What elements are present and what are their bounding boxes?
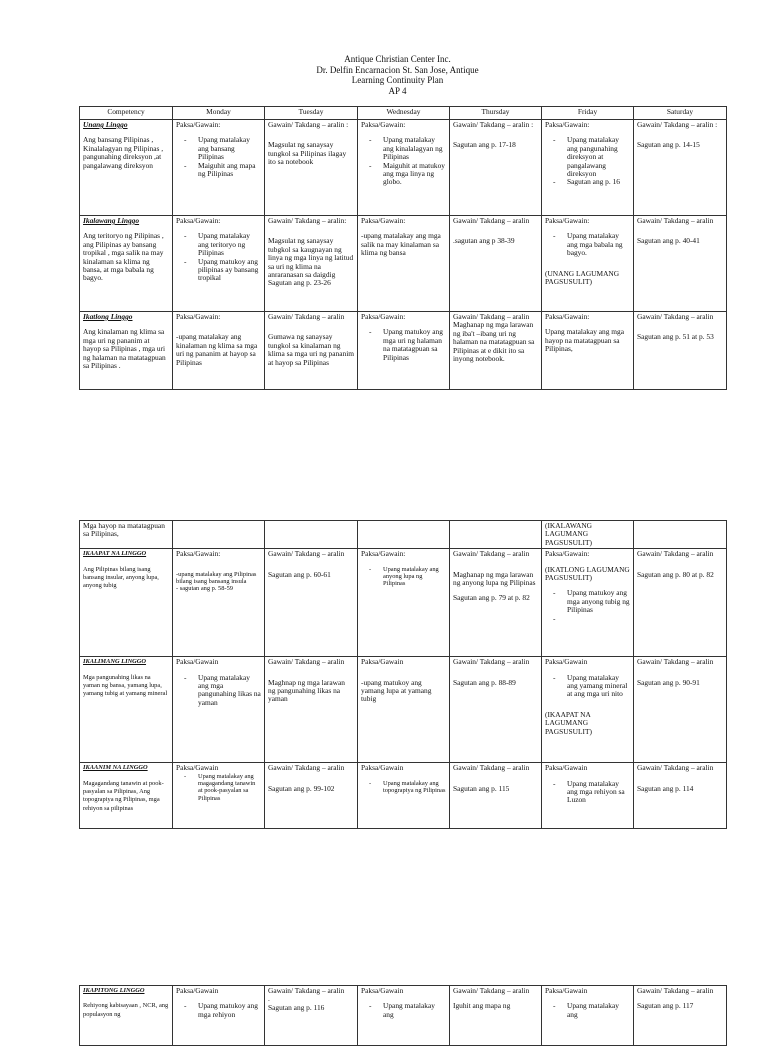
wednesday-cell [358,120,450,216]
cell-text: . [268,994,270,1004]
cell-label: Gawain/ Takdang – aralin [453,657,530,667]
cell-text: Maghnap ng mga larawan ng pangunahing likas na yaman [268,677,345,704]
table-row-week5 [80,657,727,763]
list-item: - Upang matalakay ang [567,1002,630,1019]
competency-text: Ang teritoryo ng Pilipinas , ang Pilipinas ay bansang tropikal , mga salik na may kinalaman sa klima ng bansa, at mga babala ng bagyo. [83,231,164,283]
list-item: - Maiguhit ang mapa ng Pilipinas [198,162,261,179]
exam-note: (IKATLONG LAGUMANG PAGSUSULIT) [545,564,630,583]
list-item: - Upang matalakay ang [383,1002,446,1019]
cell-label: Paksa/Gawain [545,986,588,995]
week-title: Ikatlong Linggo [83,312,133,321]
competency-text: Mga pangunahing likas na yaman ng bansa, yamang lupa, yamang tubig at yamang mineral [83,673,168,698]
wednesday-cell [358,216,450,312]
thursday-cell [450,549,542,657]
competency-cell [80,120,173,216]
list-item: - Upang matalakay ang bansang Pilipinas [198,136,261,161]
tuesday-cell [265,657,358,763]
cell-label: Paksa/Gawain: [545,120,590,129]
saturday-cell [634,312,727,390]
cell-label: Gawain/ Takdang – aralin [453,763,530,773]
week-title: IKAANIM NA LINGGO [83,764,148,772]
tuesday-cell [265,763,358,829]
column-header-thursday: Thursday [450,107,542,120]
cell-label: Paksa/Gawain [176,657,219,667]
monday-cell [173,657,265,763]
competency-text: Mga hayop na matatagpuan sa Pilipinas, [83,521,165,539]
tuesday-cell [265,216,358,312]
table-header-row [80,107,727,120]
cell-text: Sagutan ang p. 79 at p. 82 [453,593,530,603]
cell-label: Gawain/ Takdang – aralin [453,312,530,321]
cell-text: Sagutan ang p. 51 at p. 53 [637,332,714,342]
cell-label: Gawain/ Takdang – aralin [453,549,530,559]
cell-text: Sagutan ang p. 115 [453,783,510,793]
table-row-week3 [80,312,727,390]
monday-cell [173,120,265,216]
week-title: Unang Linggo [83,120,128,129]
cell-text: -upang matalakay ang mga salik na may kinalaman sa klima ng bansa [361,231,441,258]
cell-label: Gawain/ Takdang – aralin [637,986,714,995]
cell-text: Maghanap ng mga larawan ng iba't –ibang uri ng halaman na matatagpuan sa Pilipinas at e dikit ito sa inyong notebook. [453,320,535,364]
document-header [0,54,768,96]
list-item: - Sagutan ang p. 16 [567,178,630,186]
friday-cell [542,120,634,216]
friday-cell [542,521,634,549]
competency-text: Ang bansang Pilipinas , Kinalalagyan ng Pilipinas , pangunahing direksyon ,at pangalawang direksyon [83,135,164,170]
tuesday-cell [265,120,358,216]
cell-label: Gawain/ Takdang – aralin: [268,216,347,225]
competency-cell [80,312,173,390]
table-row-week6 [80,763,727,829]
friday-cell [542,986,634,1046]
table-row-week1 [80,120,727,216]
cell-label: Paksa/Gawain: [545,549,590,559]
cell-text: Sagutan ang p. 99-102 [268,783,335,793]
subject-title: AP 4 [388,85,407,96]
wednesday-cell [358,763,450,829]
tuesday-cell [265,986,358,1046]
wednesday-cell [358,986,450,1046]
competency-cell [80,521,173,549]
competency-cell [80,216,173,312]
week-title: IKAAPAT NA LINGGO [83,550,147,558]
cell-text: - sagutan ang p. 58-59 [176,585,233,593]
cell-label: Paksa/Gawain: [361,120,406,129]
list-item: - Upang matalakay ang yamang mineral at ang mga uri nito [567,674,630,699]
cell-text: Sagutan ang p. 40-41 [637,236,700,246]
cell-label: Paksa/Gawain [361,763,404,773]
saturday-cell [634,549,727,657]
monday-cell [173,216,265,312]
exam-note: (UNANG LAGUMANG PAGSUSULIT) [545,268,620,287]
wednesday-cell [358,549,450,657]
competency-text: Ang Pilipinas bilang isang bansang insular, anyong lupa, anyong tubig [83,565,159,590]
cell-label: Gawain/ Takdang – aralin : [268,120,349,129]
tuesday-cell [265,521,358,549]
cell-label: Paksa/Gawain: [545,216,590,225]
cell-label: Gawain/ Takdang – aralin [268,657,345,667]
list-item: - Maiguhit at matukoy ang mga linya ng globo. [383,162,446,187]
monday-cell [173,521,265,549]
list-item: - Upang matalakay ang mga babala ng bagyo. [567,232,630,257]
competency-text: Magagandang tanawin at pook-pasyalan sa Pilipinas, Ang topograpiya ng Pilipinas, mga rehiyon sa pilipinas [83,779,164,812]
cell-text: Gumawa ng sanaysay tungkol sa kinalaman ng klima sa mga uri ng pananim at hayop sa Pilipinas [268,332,354,367]
wednesday-cell [358,312,450,390]
week-title: Ikalawang Linggo [83,216,140,225]
column-header-tuesday: Tuesday [265,107,358,120]
cell-label: Gawain/ Takdang – aralin [637,216,714,225]
plan-table-3 [79,985,727,1046]
cell-text: Sagutan ang p. 117 [637,1001,694,1011]
cell-text: Sagutan ang p. 116 [268,1002,325,1012]
thursday-cell [450,657,542,763]
thursday-cell [450,312,542,390]
cell-label: Paksa/Gawain [176,763,219,773]
cell-text: Upang matalakay ang mga hayop na matatagpuan sa Pilipinas, [545,327,625,354]
cell-label: Gawain/ Takdang – aralin [453,216,530,225]
cell-label: Gawain/ Takdang – aralin [268,986,345,995]
competency-cell [80,763,173,829]
cell-label: Paksa/Gawain: [361,549,406,559]
cell-text: Sagutan ang p. 88-89 [453,677,516,687]
table-row-week7 [80,986,727,1046]
friday-cell [542,763,634,829]
thursday-cell [450,120,542,216]
week-title: IKAPITONG LINGGO [83,987,145,994]
list-item: - Upang matalakay ang mga pangunahing likas na yaman [198,674,261,708]
cell-label: Gawain/ Takdang – aralin [453,986,530,995]
cell-label: Paksa/Gawain [545,763,588,773]
cell-label: Gawain/ Takdang – aralin [637,312,714,321]
saturday-cell [634,216,727,312]
cell-label: Paksa/Gawain: [176,120,221,129]
cell-text: Sagutan ang p. 114 [637,783,694,793]
cell-label: Paksa/Gawain: [545,312,590,321]
school-name: Antique Christian Center Inc. [344,54,451,64]
wednesday-cell [358,521,450,549]
friday-cell [542,312,634,390]
monday-cell [173,549,265,657]
column-header-monday: Monday [173,107,265,120]
cell-text: Maghanap ng mga larawan ng anyong lupa ng Pilipinas [453,569,536,588]
friday-cell [542,549,634,657]
list-item: - Upang matukoy ang pilipinas ay bansang tropikal [198,258,261,283]
cell-text: -upang matukoy ang yamang lupa at yamang tubig [361,677,432,704]
school-address: Dr. Delfin Encarnacion St. San Jose, Antique [316,64,479,75]
cell-text: Sagutan ang p. 90-91 [637,677,700,687]
tuesday-cell [265,312,358,390]
list-item: - Upang matalakay ang pangunahing direksyon at pangalawang direksyon [567,136,630,178]
competency-text: Ang kinalaman ng klima sa mga uri ng pananim at hayop sa Pilipinas , mga uri ng halaman na matatagpuan sa Pilipinas . [83,327,166,371]
thursday-cell [450,986,542,1046]
thursday-cell [450,763,542,829]
plan-table-1 [79,106,727,390]
monday-cell [173,763,265,829]
thursday-cell [450,521,542,549]
list-item: - Upang matalakay ang magagandang tanawin at pook-pasyalan sa Pilipinas [198,773,261,803]
cell-label: Paksa/Gawain: [176,216,221,225]
cell-label: Gawain/ Takdang – aralin [268,763,345,773]
cell-label: Paksa/Gawain [361,657,404,667]
cell-label: Paksa/Gawain: [176,549,221,559]
cell-label: Gawain/ Takdang – aralin : [637,120,718,129]
cell-text: Magsulat ng sanaysay tungkol sa Pilipinas ilagay ito sa notebook [268,140,347,167]
table-row-week4 [80,549,727,657]
plan-title: Learning Continuity Plan [351,75,444,85]
week-title: IKALIMANG LINGGO [83,658,147,666]
cell-label: Gawain/ Takdang – aralin [268,312,345,321]
cell-label: Gawain/ Takdang – aralin [637,549,714,559]
cell-label: Paksa/Gawain [361,986,404,995]
saturday-cell [634,120,727,216]
list-item: - Upang matalakay ang kinalalagyan ng Pilipinas [383,136,446,161]
monday-cell [173,312,265,390]
cell-label: Gawain/ Takdang – aralin : [453,120,534,129]
saturday-cell [634,763,727,829]
competency-cell [80,986,173,1046]
friday-cell [542,657,634,763]
column-header-friday: Friday [542,107,634,120]
saturday-cell [634,521,727,549]
cell-label: Paksa/Gawain: [176,312,221,321]
cell-text: -upang matalakay ang Pilipinas bilang isang bansang insula [176,570,257,586]
plan-table-2 [79,520,727,829]
cell-label: Paksa/Gawain [176,986,219,995]
cell-text: .sagutan ang p 38-39 [453,236,515,246]
exam-note: (IKAAPAT NA LAGUMANG PAGSUSULIT) [545,709,592,736]
cell-label: Gawain/ Takdang – aralin [637,763,714,773]
tuesday-cell [265,549,358,657]
cell-text: Iguhit ang mapa ng [453,1001,511,1011]
exam-note: (IKALAWANG LAGUMANG PAGSUSULIT) [545,521,593,547]
list-item: - Upang matukoy ang mga rehiyon [198,1002,261,1019]
cell-text: Sagutan ang p. 14-15 [637,140,700,150]
saturday-cell [634,657,727,763]
cell-label: Gawain/ Takdang – aralin [637,657,714,667]
table-row-continued [80,521,727,549]
saturday-cell [634,986,727,1046]
cell-text: -upang matalakay ang kinalaman ng klima sa mga uri ng pananim at hayop sa Pilipinas [176,332,258,367]
column-header-competency: Competency [80,107,173,120]
cell-text: Sagutan ang p. 60-61 [268,569,331,579]
cell-label: Gawain/ Takdang – aralin [268,549,345,559]
list-item: - Upang matalakay ang teritoryo ng Pilipinas [198,232,261,257]
cell-label: Paksa/Gawain [545,657,588,667]
column-header-saturday: Saturday [634,107,727,120]
monday-cell [173,986,265,1046]
list-item: - Upang matukoy ang mga anyong tubig ng Pilipinas [567,589,630,614]
list-item: - Upang matukoy ang mga uri ng halaman na matatagpuan sa Pilipinas [383,328,446,362]
list-item: - Upang matalakay ang topograpiya ng Pilipinas [383,780,446,795]
competency-cell [80,657,173,763]
cell-text: Magsulat ng sanaysay tubgkol sa kaugnayan ng linya ng mga linya ng latitud sa uri ng klima na anraranasan sa daigdig Sagutan ang p. 23-26 [268,236,354,288]
cell-label: Paksa/Gawain: [361,216,406,225]
wednesday-cell [358,657,450,763]
list-item: - Upang matalakay ang mga rehiyon sa Luzon [567,780,630,805]
cell-text: Sagutan ang p. 80 at p. 82 [637,569,714,579]
competency-text: Rehiyong kabisayaan , NCR, ang populasyon ng [83,1002,169,1018]
cell-label: Paksa/Gawain: [361,312,406,321]
list-item: - Upang matalakay ang anyong lupa ng Pilipinas [383,566,446,588]
competency-cell [80,549,173,657]
thursday-cell [450,216,542,312]
cell-text: Sagutan ang p. 17-18 [453,140,516,150]
column-header-wednesday: Wednesday [358,107,450,120]
friday-cell [542,216,634,312]
table-row-week2 [80,216,727,312]
